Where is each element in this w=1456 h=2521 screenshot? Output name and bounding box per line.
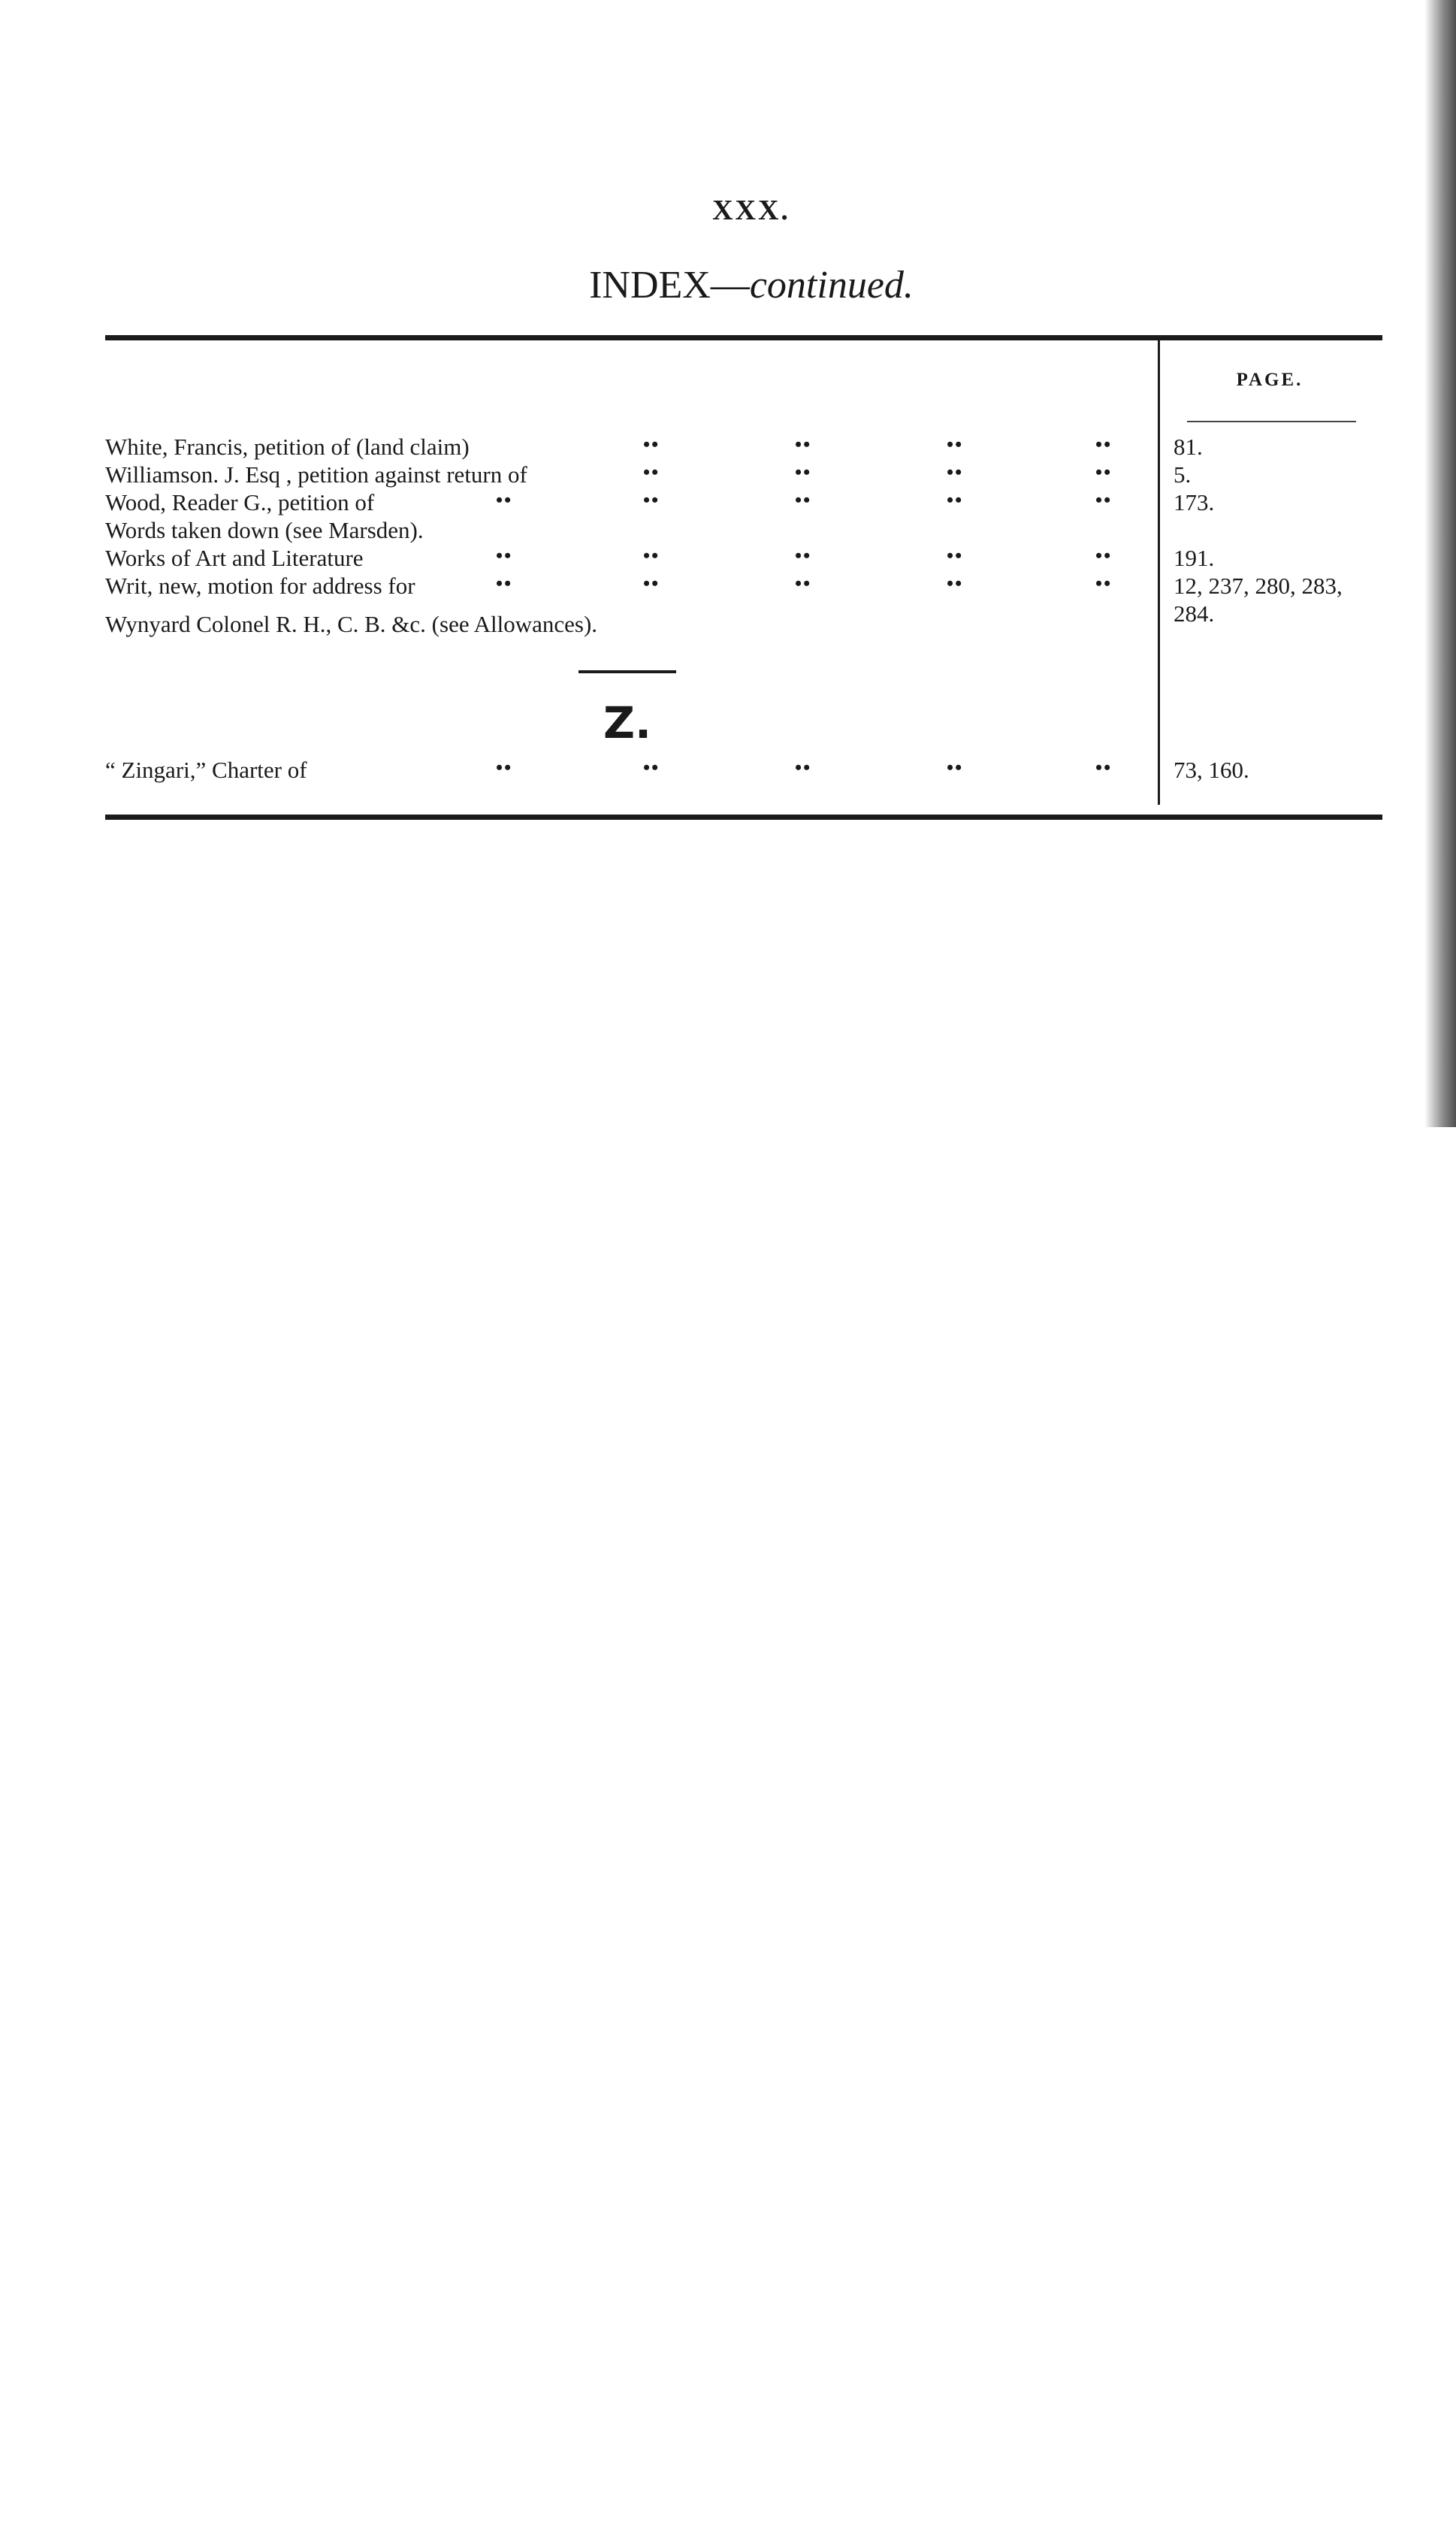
entry-label: Wood, Reader G., petition of bbox=[105, 489, 375, 515]
leader-dots: •• bbox=[947, 434, 964, 455]
entry-label: White, Francis, petition of (land claim) bbox=[105, 434, 470, 460]
entry-pages: 5. bbox=[1174, 461, 1192, 488]
leader-dots: •• bbox=[643, 545, 660, 567]
index-entry bbox=[105, 433, 1382, 461]
leader-dots: •• bbox=[795, 757, 812, 778]
leader-dots: •• bbox=[1095, 757, 1113, 778]
entry-pages: 173. bbox=[1174, 489, 1215, 515]
leader-dots: •• bbox=[947, 757, 964, 778]
leader-dots: •• bbox=[947, 545, 964, 567]
leader-dots: •• bbox=[643, 434, 660, 455]
section-divider bbox=[578, 670, 676, 673]
entry-pages: 81. bbox=[1174, 434, 1203, 460]
page-number: XXX. bbox=[712, 195, 790, 226]
leader-dots: •• bbox=[643, 489, 660, 511]
leader-dots: •• bbox=[643, 573, 660, 594]
index-entry-wynyard: Wynyard Colonel R. H., C. B. &c. (see Allowances). bbox=[105, 611, 598, 637]
leader-dots: •• bbox=[795, 461, 812, 483]
leader-dots: •• bbox=[1095, 434, 1113, 455]
entry-pages: 73, 160. bbox=[1174, 757, 1249, 783]
index-entry bbox=[105, 461, 1382, 488]
leader-dots: •• bbox=[795, 434, 812, 455]
leader-dots: •• bbox=[496, 545, 513, 567]
index-entry-zingari bbox=[105, 756, 1382, 784]
index-entry bbox=[105, 544, 1382, 572]
leader-dots: •• bbox=[496, 757, 513, 778]
page-title-main: INDEX— bbox=[589, 264, 750, 307]
leader-dots: •• bbox=[496, 489, 513, 511]
index-entry bbox=[105, 488, 1382, 516]
leader-dots: •• bbox=[1095, 461, 1113, 483]
leader-dots: •• bbox=[795, 545, 812, 567]
leader-dots: •• bbox=[795, 573, 812, 594]
entry-pages: 191. bbox=[1174, 545, 1215, 571]
leader-dots: •• bbox=[643, 461, 660, 483]
page-title-continued: continued. bbox=[749, 264, 914, 307]
scanned-edge-shadow bbox=[1424, 0, 1456, 1127]
entry-label: Williamson. J. Esq , petition against return of bbox=[105, 461, 527, 488]
index-entries bbox=[105, 433, 1382, 627]
leader-dots: •• bbox=[947, 461, 964, 483]
leader-dots: •• bbox=[496, 573, 513, 594]
entry-label: Writ, new, motion for address for bbox=[105, 573, 415, 599]
leader-dots: •• bbox=[643, 757, 660, 778]
entry-label: Words taken down (see Marsden). bbox=[105, 517, 424, 543]
entry-label: Works of Art and Literature bbox=[105, 545, 364, 571]
leader-dots: •• bbox=[1095, 573, 1113, 594]
top-rule bbox=[105, 335, 1382, 340]
leader-dots: •• bbox=[1095, 489, 1113, 511]
entry-pages: 12, 237, 280, 283, 284. bbox=[1174, 573, 1343, 627]
leader-dots: •• bbox=[947, 573, 964, 594]
entry-label: “ Zingari,” Charter of bbox=[105, 757, 307, 783]
index-entry bbox=[105, 516, 1382, 544]
bottom-rule bbox=[105, 815, 1382, 820]
leader-dots: •• bbox=[1095, 545, 1113, 567]
leader-dots: •• bbox=[947, 489, 964, 511]
leader-dots: •• bbox=[795, 489, 812, 511]
page-column-header-rule bbox=[1187, 421, 1356, 422]
section-letter-z: Z. bbox=[603, 697, 652, 748]
page-title bbox=[0, 263, 1456, 307]
page-column-header: PAGE. bbox=[1236, 370, 1303, 390]
